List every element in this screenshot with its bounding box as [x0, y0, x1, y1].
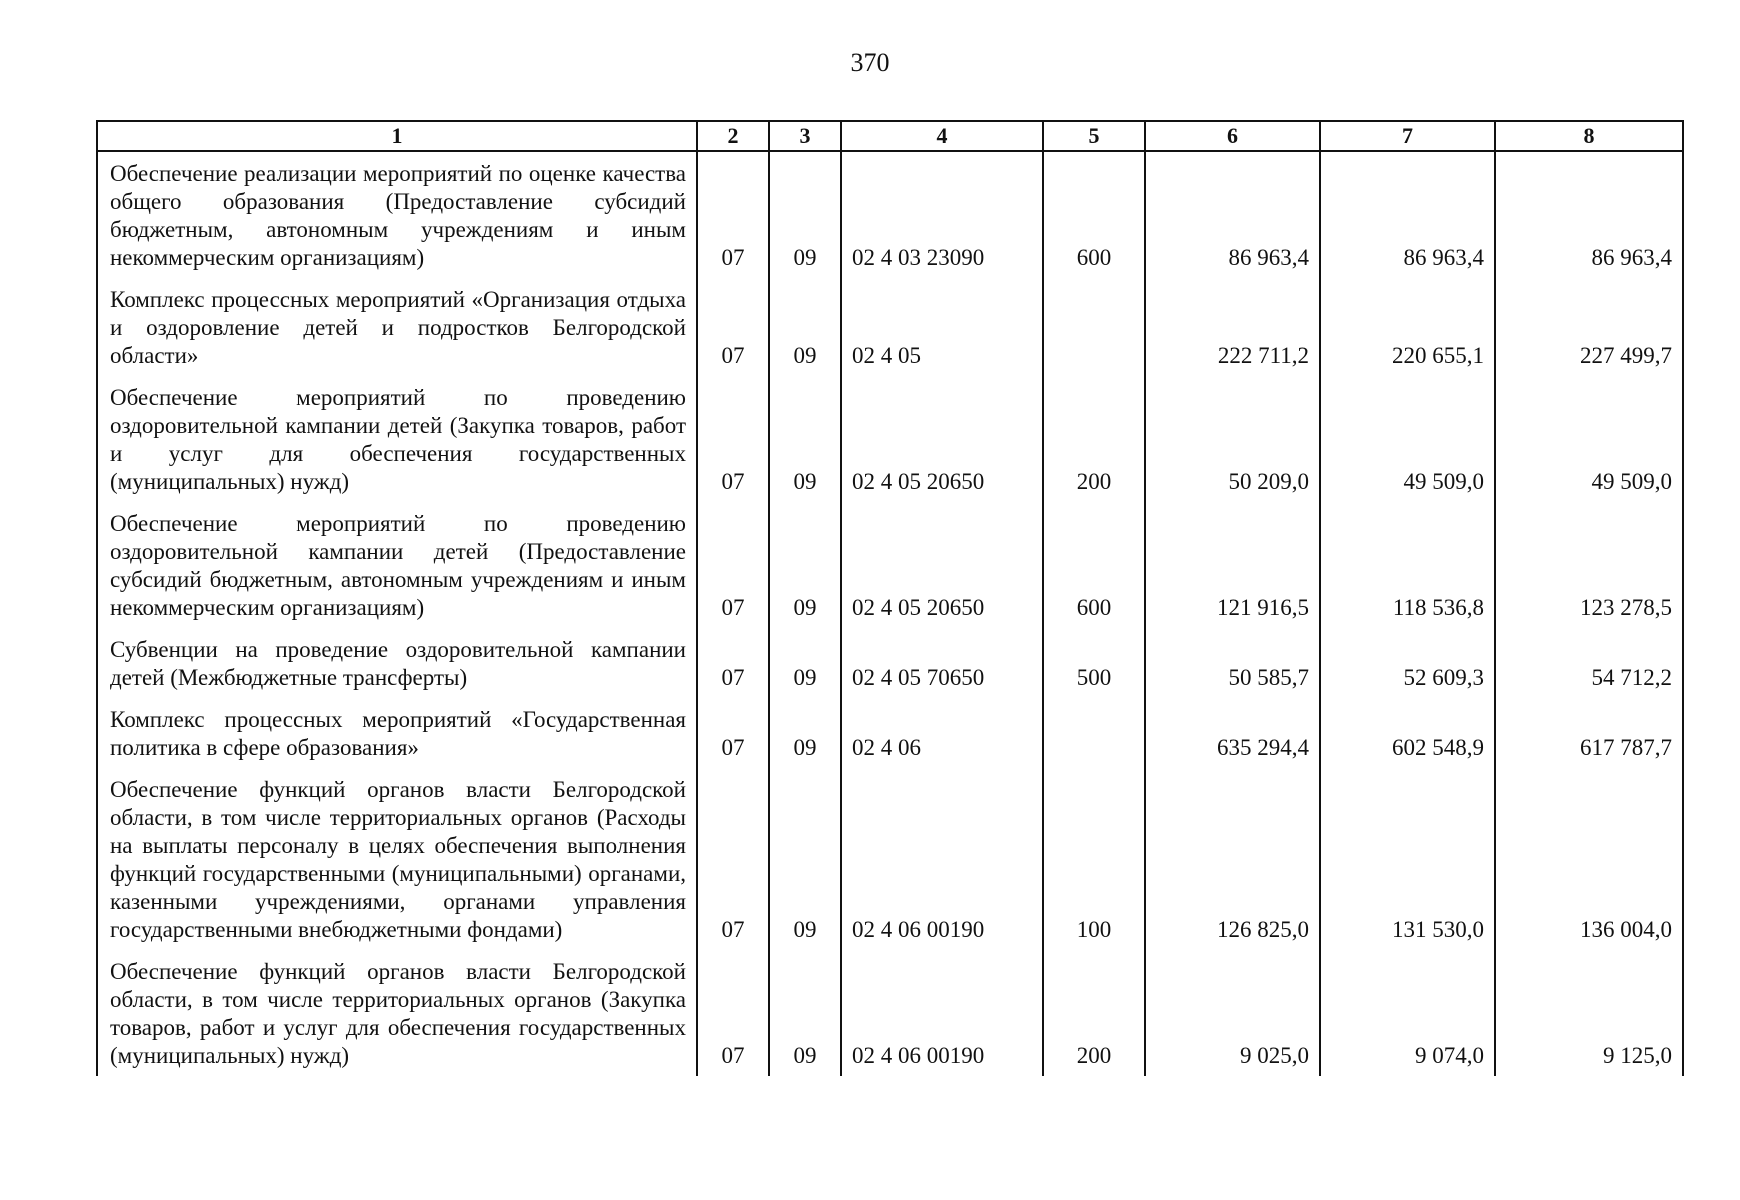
column-header-5: 5 — [1043, 121, 1145, 151]
column-header-7: 7 — [1320, 121, 1495, 151]
amount-col-6: 121 916,5 — [1145, 502, 1320, 628]
subsection-code: 09 — [769, 628, 841, 698]
expense-type-code: 200 — [1043, 376, 1145, 502]
section-code: 07 — [697, 628, 769, 698]
column-header-2: 2 — [697, 121, 769, 151]
amount-col-6: 9 025,0 — [1145, 950, 1320, 1076]
expense-name: Субвенции на проведение оздоровительной кампании детей (Межбюджетные трансферты) — [97, 628, 697, 698]
budget-table — [96, 120, 1684, 1076]
target-article-code: 02 4 06 — [841, 698, 1043, 768]
amount-col-8: 86 963,4 — [1495, 151, 1683, 278]
table-row — [97, 376, 1683, 502]
amount-col-6: 50 585,7 — [1145, 628, 1320, 698]
amount-col-6: 50 209,0 — [1145, 376, 1320, 502]
expense-name: Обеспечение мероприятий по проведению оздоровительной кампании детей (Предоставление субсидий бюджетным, автономным учреждениям и иным некоммерческим организациям) — [97, 502, 697, 628]
section-code: 07 — [697, 698, 769, 768]
target-article-code: 02 4 05 — [841, 278, 1043, 376]
expense-name: Обеспечение мероприятий по проведению оздоровительной кампании детей (Закупка товаров, работ и услуг для обеспечения государственных (муниципальных) нужд) — [97, 376, 697, 502]
amount-col-7: 602 548,9 — [1320, 698, 1495, 768]
subsection-code: 09 — [769, 502, 841, 628]
subsection-code: 09 — [769, 376, 841, 502]
amount-col-7: 86 963,4 — [1320, 151, 1495, 278]
target-article-code: 02 4 05 20650 — [841, 376, 1043, 502]
column-header-6: 6 — [1145, 121, 1320, 151]
amount-col-6: 126 825,0 — [1145, 768, 1320, 950]
expense-name: Комплекс процессных мероприятий «Организация отдыха и оздоровление детей и подростков Белгородской области» — [97, 278, 697, 376]
expense-name: Обеспечение функций органов власти Белгородской области, в том числе территориальных органов (Расходы на выплаты персоналу в целях обеспечения выполнения функций государственными (муниципальными) органами, казенными учреждениями, органами управления государственными внебюджетными фондами) — [97, 768, 697, 950]
subsection-code: 09 — [769, 698, 841, 768]
column-header-1: 1 — [97, 121, 697, 151]
amount-col-8: 227 499,7 — [1495, 278, 1683, 376]
amount-col-7: 49 509,0 — [1320, 376, 1495, 502]
amount-col-8: 617 787,7 — [1495, 698, 1683, 768]
subsection-code: 09 — [769, 151, 841, 278]
section-code: 07 — [697, 502, 769, 628]
expense-name: Обеспечение реализации мероприятий по оценке качества общего образования (Предоставление субсидий бюджетным, автономным учреждениям и иным некоммерческим организациям) — [97, 151, 697, 278]
amount-col-8: 49 509,0 — [1495, 376, 1683, 502]
section-code: 07 — [697, 376, 769, 502]
target-article-code: 02 4 05 20650 — [841, 502, 1043, 628]
amount-col-7: 131 530,0 — [1320, 768, 1495, 950]
table-row — [97, 151, 1683, 278]
table-row — [97, 698, 1683, 768]
column-header-4: 4 — [841, 121, 1043, 151]
table-row — [97, 628, 1683, 698]
amount-col-7: 118 536,8 — [1320, 502, 1495, 628]
expense-type-code — [1043, 278, 1145, 376]
amount-col-8: 9 125,0 — [1495, 950, 1683, 1076]
amount-col-8: 136 004,0 — [1495, 768, 1683, 950]
target-article-code: 02 4 05 70650 — [841, 628, 1043, 698]
amount-col-8: 123 278,5 — [1495, 502, 1683, 628]
column-header-8: 8 — [1495, 121, 1683, 151]
expense-type-code — [1043, 698, 1145, 768]
section-code: 07 — [697, 278, 769, 376]
section-code: 07 — [697, 151, 769, 278]
amount-col-7: 52 609,3 — [1320, 628, 1495, 698]
header-row — [97, 121, 1683, 151]
expense-type-code: 600 — [1043, 502, 1145, 628]
table-header — [97, 121, 1683, 151]
table-row — [97, 278, 1683, 376]
amount-col-7: 220 655,1 — [1320, 278, 1495, 376]
table-row — [97, 502, 1683, 628]
target-article-code: 02 4 06 00190 — [841, 950, 1043, 1076]
amount-col-6: 635 294,4 — [1145, 698, 1320, 768]
table-row — [97, 768, 1683, 950]
amount-col-6: 86 963,4 — [1145, 151, 1320, 278]
table-body — [97, 151, 1683, 1076]
amount-col-8: 54 712,2 — [1495, 628, 1683, 698]
amount-col-7: 9 074,0 — [1320, 950, 1495, 1076]
expense-type-code: 200 — [1043, 950, 1145, 1076]
target-article-code: 02 4 06 00190 — [841, 768, 1043, 950]
subsection-code: 09 — [769, 768, 841, 950]
section-code: 07 — [697, 768, 769, 950]
table-row — [97, 950, 1683, 1076]
expense-name: Комплекс процессных мероприятий «Государственная политика в сфере образования» — [97, 698, 697, 768]
target-article-code: 02 4 03 23090 — [841, 151, 1043, 278]
subsection-code: 09 — [769, 950, 841, 1076]
page-number: 370 — [850, 48, 890, 77]
expense-type-code: 600 — [1043, 151, 1145, 278]
expense-type-code: 100 — [1043, 768, 1145, 950]
amount-col-6: 222 711,2 — [1145, 278, 1320, 376]
subsection-code: 09 — [769, 278, 841, 376]
expense-type-code: 500 — [1043, 628, 1145, 698]
expense-name: Обеспечение функций органов власти Белгородской области, в том числе территориальных органов (Закупка товаров, работ и услуг для обеспечения государственных (муниципальных) нужд) — [97, 950, 697, 1076]
section-code: 07 — [697, 950, 769, 1076]
column-header-3: 3 — [769, 121, 841, 151]
